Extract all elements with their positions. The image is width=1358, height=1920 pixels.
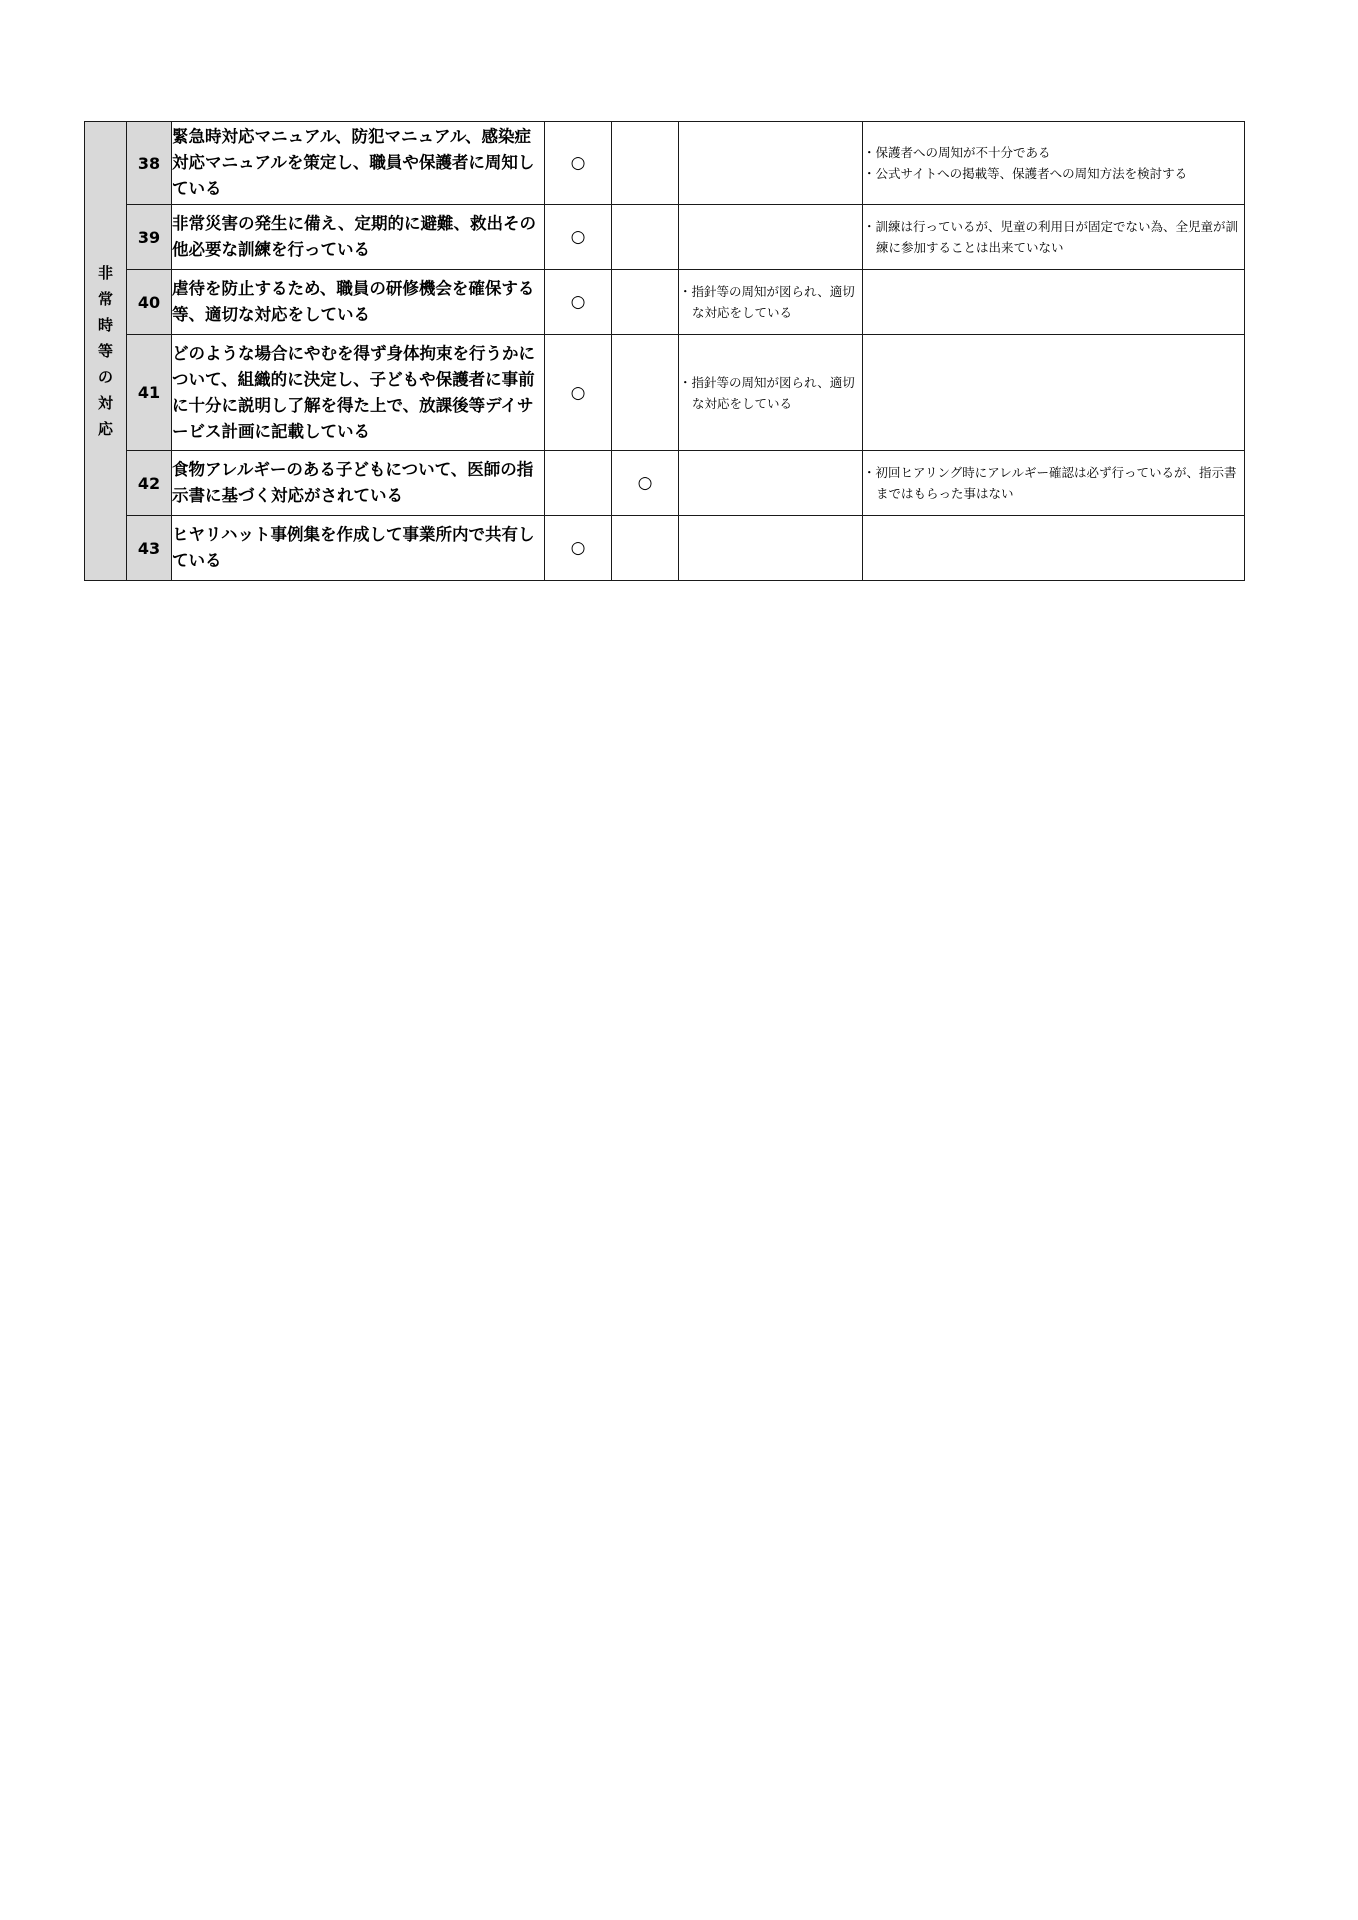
- table-row: [85, 122, 1245, 205]
- evaluation-cell: [679, 205, 863, 270]
- checklist-table: [84, 121, 1245, 581]
- item-number: 41: [127, 335, 172, 451]
- evaluation-cell: [679, 335, 863, 451]
- notes-cell: [863, 516, 1245, 581]
- item-number: 43: [127, 516, 172, 581]
- item-text: 虐待を防止するため、職員の研修機会を確保する等、適切な対応をしている: [172, 270, 545, 335]
- note-line: ・訓練は行っているが、児童の利用日が固定でない為、全児童が訓練に参加することは出来ていない: [863, 219, 1239, 255]
- evaluation-cell: [679, 451, 863, 516]
- evaluation-line: ・指針等の周知が図られ、適切な対応をしている: [679, 374, 855, 411]
- note-line: ・公式サイトへの掲載等、保護者への周知方法を検討する: [863, 166, 1188, 181]
- evaluation-cell: [679, 270, 863, 335]
- notes-cell: [863, 335, 1245, 451]
- no-mark: [612, 205, 679, 270]
- table-row: [85, 335, 1245, 451]
- yes-mark: [545, 451, 612, 516]
- evaluation-line: ・指針等の周知が図られ、適切な対応をしている: [679, 284, 855, 320]
- yes-mark: ○: [545, 122, 612, 205]
- note-line: ・初回ヒアリング時にアレルギー確認は必ず行っているが、指示書まではもらった事はない: [863, 465, 1237, 501]
- note-line: ・保護者への周知が不十分である: [863, 145, 1051, 160]
- item-text: ヒヤリハット事例集を作成して事業所内で共有している: [172, 516, 545, 581]
- table-row: [85, 516, 1245, 581]
- yes-mark: ○: [545, 335, 612, 451]
- item-text: 食物アレルギーのある子どもについて、医師の指示書に基づく対応がされている: [172, 451, 545, 516]
- item-number: 40: [127, 270, 172, 335]
- category-cell: [85, 122, 127, 581]
- evaluation-cell: [679, 122, 863, 205]
- no-mark: [612, 122, 679, 205]
- table-row: [85, 451, 1245, 516]
- notes-cell: [863, 122, 1245, 205]
- yes-mark: ○: [545, 270, 612, 335]
- item-text: どのような場合にやむを得ず身体拘束を行うかについて、組織的に決定し、子どもや保護者に事前に十分に説明し了解を得た上で、放課後等デイサービス計画に記載している: [172, 335, 545, 451]
- item-text: 緊急時対応マニュアル、防犯マニュアル、感染症対応マニュアルを策定し、職員や保護者に周知している: [172, 122, 545, 205]
- item-number: 38: [127, 122, 172, 205]
- yes-mark: ○: [545, 205, 612, 270]
- evaluation-cell: [679, 516, 863, 581]
- notes-cell: [863, 205, 1245, 270]
- notes-cell: [863, 270, 1245, 335]
- no-mark: [612, 270, 679, 335]
- no-mark: [612, 516, 679, 581]
- notes-cell: [863, 451, 1245, 516]
- item-number: 39: [127, 205, 172, 270]
- yes-mark: ○: [545, 516, 612, 581]
- table-row: [85, 205, 1245, 270]
- item-text: 非常災害の発生に備え、定期的に避難、救出その他必要な訓練を行っている: [172, 205, 545, 270]
- item-number: 42: [127, 451, 172, 516]
- no-mark: [612, 335, 679, 451]
- no-mark: ○: [612, 451, 679, 516]
- category-label: 非 常 時 等 の 対 応: [97, 264, 113, 438]
- table-row: [85, 270, 1245, 335]
